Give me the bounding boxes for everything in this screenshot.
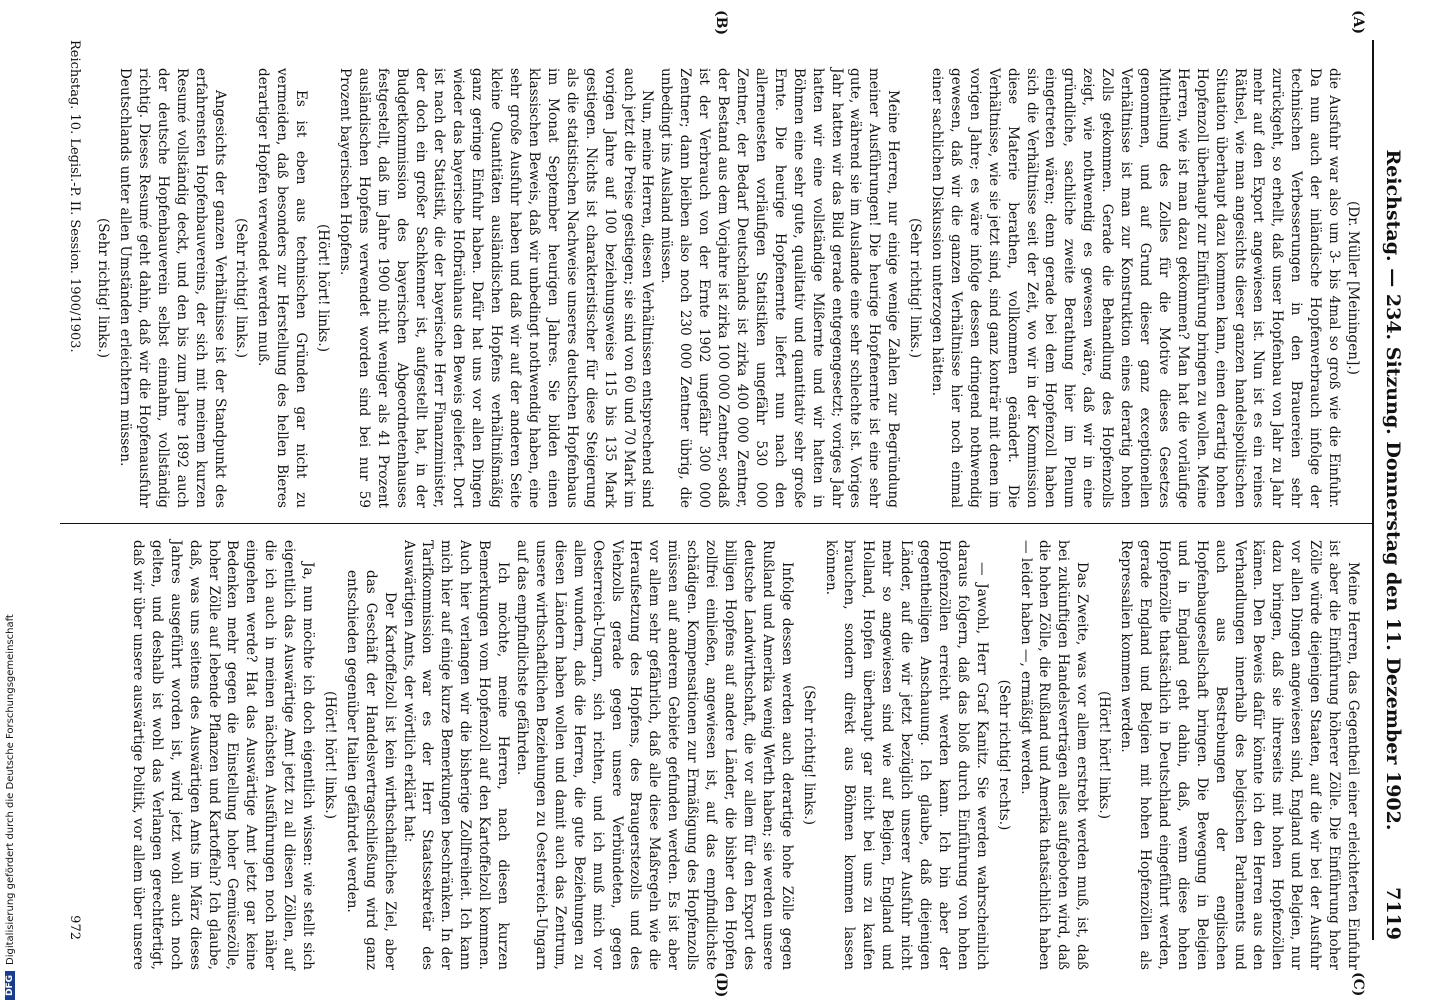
interjection: (Sehr richtig! links.) [95,217,112,359]
margin-letter-c: (C) [1350,972,1366,997]
column-divider [60,523,1372,524]
paragraph: Es ist eben aus technischen Gründen gar nicht zu vermeiden, daß besonders zur Herstellung des hellen Bieres derartiger Hopfen verwendet werden muß. [255,68,310,508]
paragraph: Meine Herren, das Gegentheil einer erleichterten Einfuhr ist aber die Einführung höherer Zölle. Die Einführung hoher Zölle würde diejenigen Staaten, auf die wir bei der Ausfuhr vor allen Dingen angewiesen sind, England und Belgien, nur dazu bringen, daß sie ihrerseits mit hohen Hopfenzöllen kämen. Den Beweis dafür könnte ich den Herren aus den Verhandlungen innerhalb des belgischen Parlaments und auch aus Bestrebungen der englischen Hopfenbaugesellschaft bringen. Die Bewegung in Belgien und in England geht dahin, daß, wenn diese hohen Hopfenzölle thatsächlich in Deutschland eingeführt werden, gerade England und Belgien mit hohen Hopfenzöllen als Repressalien kommen werden. [1118,540,1361,970]
footer-source: Reichstag. 10. Legisl.-P. II. Session. 1900/1903. [67,40,82,353]
paragraph: Ich möchte, meine Herren, nach diesen kurzen Bemerkungen vom Hopfenzoll auf den Kartoffelzoll kommen. Auch hier verlangen wir die bisherige Zollfreiheit. Ich kann mich hier auf einige kurze Bemerkungen beschränken. In der Tarifkommission war es der Herr Staatssekretär des Auswärtigen Amts, der wörtlich erklärt hat: [400,540,512,970]
interjection: (Sehr richtig! links.) [233,217,250,359]
paragraph: Ja, nun möchte ich doch eigentlich wissen: wie stellt sich eigentlich das Auswärtige Amt jetzt zu all diesen Zöllen, auf die ich auch in meinen nächsten Ausführungen noch näher eingehen werde? Hat das Auswärtige Amt jetzt gar keine Bedenken mehr gegen die Einstellung hoher Gemüsezölle, hoher Zölle auf lebende Pflanzen und Kartoffeln? Ich glaube, daß, was uns seitens des Auswärtigen Amts im März dieses Jahres ausgeführt worden ist, wird jetzt wohl auch noch gelten, und deshalb ist wohl das Verlangen gerechtfertigt, daß wir über unsere auswärtige Politik, vor allem über unsere [129,540,317,970]
dfg-logo: DFG [5,971,15,1000]
interjection: (Hört! hört! links.) [321,690,338,820]
margin-letter-a: (A) [1350,10,1366,35]
right-column [128,540,1362,970]
page-header [1372,40,1416,940]
interjection: (Hört! hört! links.) [1096,690,1113,820]
margin-letter-b: (B) [713,10,729,36]
interjection: (Sehr richtig! links.) [800,684,817,826]
paragraph: die Ausfuhr war also um 3- bis 4mal so groß wie die Einfuhr. Da nun auch der inländische Hopfenverbrauch infolge der technischen Verbesserungen in den Brauereien sehr zurückgeht, so erhellt, daß unser Hopfenbau von Jahr zu Jahr mehr auf den Export angewiesen ist. Nun ist es ein reines Räthsel, wie man angesichts dieser ganzen handelspolitischen Situation überhaupt dazu kommen kann, einen derartig hohen Hopfenzoll überhaupt zur Einführung bringen zu wollen. Meine Herren, wie ist man dazu gekommen? Man hat die vorläufige Mittheilung des Zolles für die Motive dieses Gesetzes genommen, und auf Grund dieser ganz exceptionellen Verhältnisse ist man zur Konstruktion eines derartig hohen Zolls gekommen. Gerade die Behandlung des Hopfenzolls zeigt, wie nothwendig es gewesen wäre, daß wir in eine gründliche, sachliche zweite Berathung hier im Plenum eingetreten wären; denn gerade bei dem Hopfenzoll haben sich die Verhältnisse seit der Zeit, wo wir in der Kommission diese Materie berathen, vollkommen geändert. Die Verhältnisse, wie sie jetzt sind, sind ganz konträr mit denen im vorigen Jahre; es wäre infolge dessen dringend nothwendig gewesen, daß wir die ganzen Verhältnisse hier noch einmal einer sachlichen Diskussion unterzogen hätten. [929,68,1343,508]
funding-notice-text: Digitalisierung gefördert durch die Deutsche Forschungsgemeinschaft [4,614,16,965]
paragraph: Nun, meine Herren, diesen Verhältnissen entsprechend sind auch jetzt die Preise gestiegen; sie sind von 60 und 70 Mark im vorigen Jahre auf 100 beziehungsweise 115 bis 135 Mark gestiegen. Nichts ist charakteristischer für diese Steigerung als die statistischen Nachweise unseres deutschen Hopfenbaus im Monat September heurigen Jahres. Sie bilden einen klassischen Beweis, daß wir unbedingt nothwendig haben, eine sehr große Ausfuhr haben und daß wir auf der anderen Seite kleine Quantitäten ausländischen Hopfens verhältnißmäßig ganz geringe Einfuhr haben. Dafür hat uns vor allen Dingen wieder das bayerische Hofbräuhaus den Beweis geliefert. Dort ist nach der Statistik, die der bayerische Herr Finanzminister, der doch ein großer Sachkenner ist, aufgestellt hat, in der Budgetkommission des bayerischen Abgeordnetenhauses festgestellt, daß im Jahre 1900 nicht weniger als 41 Prozent ausländischen Hopfens verwendet worden sind bei nur 59 Prozent bayerischen Hopfens. [336,68,656,508]
quotation: Der Kartoffelzoll ist kein wirthschaftliches Ziel, aber das Geschäft der Handelsvertragschließung wird ganz entschieden gegenüber Italien gefährdet werden. [343,570,398,970]
header-title: Reichstag. — 234. Sitzung. Donnerstag den 11. Dezember 1902. [1382,149,1404,831]
paragraph: Infolge dessen werden auch derartige hohe Zölle gegen Rußland und Amerika wenig Werth haben; sie werden unsere deutsche Landwirthschaft, die vor allem für den Export des billigen Hopfens auf andere Länder, die bisher den Hopfen zollfrei einließen, angewiesen ist, auf das empfindlichste schädigen. Kompensationen zur Ermäßigung des Hopfenzolls müssen auf anderem Gebiete gefunden werden. Es ist aber vor allem sehr gefährlich, daß alle diese Maßregeln wie die Heraufsetzung des Hopfens, des Braugerstezolls und des Viehzolls gerade gegen unsere Verbündeten, gegen Oesterreich-Ungarn, sich richten, und ich muß mich vor allem wundern, daß die Herren, die gute Beziehungen zu diesen Ländern haben wollen und damit auch das Zentrum, unsere wirthschaftlichen Beziehungen zu Oesterreich-Ungarn auf das empfindlichste gefährden. [514,540,795,970]
left-column [90,68,1362,508]
interjection: (Sehr richtig! rechts.) [995,679,1012,831]
funding-notice [0,0,20,1000]
paragraph: Angesichts der ganzen Verhältnisse ist der Standpunkt des erfahrensten Hopfenbauvereins, der sich mit meinem kurzen Resumé vollständig deckt, und den bis zum Jahre 1892 auch der deutsche Hopfenbauverein selbst einnahm, vollständig richtig. Dieses Resumé geht dahin, daß wir die Hopfenausfuhr Deutschlands unter allen Umständen erleichtern müssen. [117,68,228,508]
page-footer [62,40,82,940]
footer-page-number: 972 [67,915,82,940]
paragraph: — Jawohl, Herr Graf Kanitz. Sie werden wahrscheinlich daraus folgern, daß das bloß durch Einführung von hohen Hopfenzöllen erreicht werden kann. Ich bin aber der gegentheiligen Anschauung. Ich glaube, daß diejenigen Länder, auf die wir jetzt bezüglich unserer Ausfuhr nicht mehr so angewiesen sind wie auf Belgien, England und Holland, Hopfen überhaupt gar nicht bei uns zu kaufen brauchen, sondern direkt aus Böhmen kommen lassen können. [822,540,990,970]
margin-letter-d: (D) [713,972,729,998]
interjection: (Hört! hört! links.) [315,223,332,353]
speaker-name: (Dr. Müller [Meiningen].) [1345,201,1361,375]
paragraph: Das Zweite, was vor allem erstrebt werden muß, ist, daß bei zukünftigen Handelsverträgen alles aufgeboten wird, daß die hohen Zölle, die Rußland und Amerika thatsächlich haben — leider haben —, ermäßigt werden. [1017,540,1091,970]
interjection: (Sehr richtig! links.) [907,217,924,359]
page-number: 7119 [1382,887,1404,940]
paragraph: Meine Herren, nur einige wenige Zahlen zur Begründung meiner Ausführungen! Die heurige Hopfenernte ist eine sehr gute, während sie im Auslande eine sehr schlechte ist. Voriges Jahr hatten wir das Bild gerade entgegengesetzt; voriges Jahr hatten wir eine vollständige Mißernte und wir hatten in Böhmen eine sehr gute, qualitativ und quantitativ sehr große Ernte. Die heurige Hopfenernte liefert nun nach den allerneuesten vorläufigen Statistiken ungefähr 530 000 Zentner, der Bedarf Deutschlands ist zirka 400 000 Zentner, der Bestand aus dem Vorjahre ist zirka 100 000 Zentner, sodaß ist der Verbrauch von der Ernte 1902 ungefähr 300 000 Zentner; dann bleiben also noch 230 000 Zentner übrig, die unbedingt ins Ausland müssen. [658,68,902,508]
